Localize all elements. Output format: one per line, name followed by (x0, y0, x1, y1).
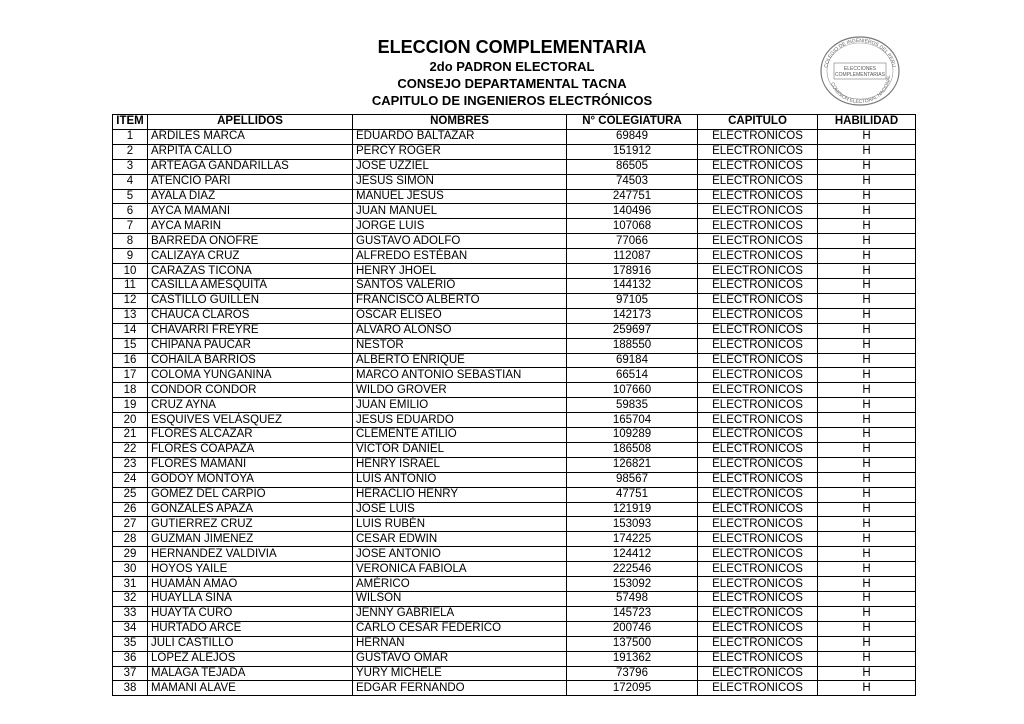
table-row (113, 592, 916, 607)
cell-apellidos: CHIPANA PAUCAR (148, 338, 353, 353)
cell-capitulo: ELECTRONICOS (698, 129, 818, 144)
cell-habilidad: H (818, 323, 916, 338)
cell-nombres: EDUARDO BALTAZAR (353, 129, 567, 144)
cell-item: 10 (113, 264, 148, 279)
cell-habilidad: H (818, 308, 916, 323)
cell-apellidos: HUAMÁN AMAO (148, 577, 353, 592)
cell-apellidos: CARAZAS TICONA (148, 264, 353, 279)
cell-colegiatura: 178916 (567, 264, 698, 279)
cell-capitulo: ELECTRONICOS (698, 502, 818, 517)
cell-habilidad: H (818, 487, 916, 502)
cell-habilidad: H (818, 621, 916, 636)
cell-item: 11 (113, 278, 148, 293)
cell-nombres: CARLO CESAR FEDERICO (353, 621, 567, 636)
cell-habilidad: H (818, 353, 916, 368)
table-row (113, 144, 916, 159)
cell-apellidos: ARDILES MARCA (148, 129, 353, 144)
cell-habilidad: H (818, 189, 916, 204)
cell-capitulo: ELECTRONICOS (698, 293, 818, 308)
cell-apellidos: HUAYTA CURO (148, 606, 353, 621)
cell-apellidos: HOYOS YAILE (148, 562, 353, 577)
cell-item: 20 (113, 413, 148, 428)
cell-habilidad: H (818, 234, 916, 249)
cell-capitulo: ELECTRONICOS (698, 174, 818, 189)
table-row (113, 278, 916, 293)
cell-colegiatura: 109289 (567, 428, 698, 443)
cell-item: 6 (113, 204, 148, 219)
cell-item: 13 (113, 308, 148, 323)
cell-colegiatura: 222546 (567, 562, 698, 577)
cell-capitulo: ELECTRONICOS (698, 234, 818, 249)
cell-item: 2 (113, 144, 148, 159)
cell-colegiatura: 259697 (567, 323, 698, 338)
cell-item: 30 (113, 562, 148, 577)
cell-colegiatura: 98567 (567, 472, 698, 487)
document-subtitle-padron: 2do PADRON ELECTORAL (429, 59, 595, 74)
cell-colegiatura: 145723 (567, 606, 698, 621)
cell-capitulo: ELECTRONICOS (698, 204, 818, 219)
cell-capitulo: ELECTRONICOS (698, 457, 818, 472)
cell-habilidad: H (818, 442, 916, 457)
cell-nombres: HERNAN (353, 636, 567, 651)
cell-colegiatura: 107660 (567, 383, 698, 398)
cell-item: 16 (113, 353, 148, 368)
cell-item: 35 (113, 636, 148, 651)
cell-nombres: VERONICA FABIOLA (353, 562, 567, 577)
cell-capitulo: ELECTRONICOS (698, 398, 818, 413)
cell-item: 19 (113, 398, 148, 413)
cell-capitulo: ELECTRONICOS (698, 472, 818, 487)
cell-colegiatura: 97105 (567, 293, 698, 308)
table-row (113, 532, 916, 547)
cell-apellidos: CHAUCA CLAROS (148, 308, 353, 323)
table-row (113, 472, 916, 487)
cell-capitulo: ELECTRONICOS (698, 428, 818, 443)
cell-nombres: WILDO GROVER (353, 383, 567, 398)
cell-apellidos: BARREDA ONOFRE (148, 234, 353, 249)
cell-colegiatura: 137500 (567, 636, 698, 651)
cell-nombres: JESÚS EDUARDO (353, 413, 567, 428)
cell-apellidos: CASTILLO GUILLEN (148, 293, 353, 308)
cell-habilidad: H (818, 174, 916, 189)
cell-colegiatura: 124412 (567, 547, 698, 562)
cell-colegiatura: 200746 (567, 621, 698, 636)
cell-nombres: JOSE LUIS (353, 502, 567, 517)
cell-habilidad: H (818, 219, 916, 234)
cell-colegiatura: 165704 (567, 413, 698, 428)
cell-capitulo: ELECTRONICOS (698, 621, 818, 636)
cell-nombres: FRANCISCO ALBERTO (353, 293, 567, 308)
column-header-colegiatura: N° COLEGIATURA (567, 115, 698, 130)
document-title: ELECCION COMPLEMENTARIA (377, 37, 647, 57)
column-header-capitulo: CAPÍTULO (698, 115, 818, 130)
cell-capitulo: ELECTRONICOS (698, 487, 818, 502)
table-row (113, 129, 916, 144)
cell-colegiatura: 69849 (567, 129, 698, 144)
cell-habilidad: H (818, 249, 916, 264)
cell-item: 1 (113, 129, 148, 144)
cell-item: 32 (113, 592, 148, 607)
cell-colegiatura: 47751 (567, 487, 698, 502)
cell-nombres: JENNY GABRIELA (353, 606, 567, 621)
cell-habilidad: H (818, 577, 916, 592)
svg-text:COMISION ELECTORAL NACIONAL: COMISION ELECTORAL NACIONAL (829, 74, 893, 106)
cell-apellidos: HURTADO ARCE (148, 621, 353, 636)
table-row (113, 636, 916, 651)
cell-nombres: AMÉRICO (353, 577, 567, 592)
cell-habilidad: H (818, 159, 916, 174)
table-row (113, 606, 916, 621)
cell-item: 17 (113, 368, 148, 383)
cell-apellidos: AYCA MARIN (148, 219, 353, 234)
cell-habilidad: H (818, 502, 916, 517)
cell-capitulo: ELECTRONICOS (698, 338, 818, 353)
cell-item: 33 (113, 606, 148, 621)
cell-apellidos: MAMANI ALAVE (148, 681, 353, 696)
table-row (113, 517, 916, 532)
cell-apellidos: FLORES ALCAZAR (148, 428, 353, 443)
table-row (113, 666, 916, 681)
table-row (113, 368, 916, 383)
cell-item: 18 (113, 383, 148, 398)
cell-colegiatura: 121919 (567, 502, 698, 517)
cell-apellidos: HUAYLLA SIÑA (148, 592, 353, 607)
cell-apellidos: ARTEAGA GANDARILLAS (148, 159, 353, 174)
cell-capitulo: ELECTRONICOS (698, 517, 818, 532)
cell-nombres: WILSON (353, 592, 567, 607)
table-row (113, 323, 916, 338)
cell-nombres: HERACLIO HENRY (353, 487, 567, 502)
table-row (113, 204, 916, 219)
cell-capitulo: ELECTRONICOS (698, 681, 818, 696)
cell-apellidos: CALIZAYA CRUZ (148, 249, 353, 264)
cell-capitulo: ELECTRONICOS (698, 368, 818, 383)
cell-apellidos: GODOY MONTOYA (148, 472, 353, 487)
cell-item: 12 (113, 293, 148, 308)
cell-habilidad: H (818, 368, 916, 383)
cell-item: 36 (113, 651, 148, 666)
cell-habilidad: H (818, 264, 916, 279)
cell-nombres: JUAN MANUEL (353, 204, 567, 219)
cell-habilidad: H (818, 562, 916, 577)
cell-capitulo: ELECTRONICOS (698, 547, 818, 562)
table-row (113, 353, 916, 368)
cell-nombres: JUAN EMILIO (353, 398, 567, 413)
cell-colegiatura: 69184 (567, 353, 698, 368)
cell-nombres: CLEMENTE ATILIO (353, 428, 567, 443)
cell-colegiatura: 86505 (567, 159, 698, 174)
column-header-item: ÍTEM (113, 115, 148, 130)
cell-colegiatura: 112087 (567, 249, 698, 264)
cell-capitulo: ELECTRONICOS (698, 144, 818, 159)
cell-apellidos: ARPITA CALLO (148, 144, 353, 159)
cell-item: 24 (113, 472, 148, 487)
table-row (113, 487, 916, 502)
cell-habilidad: H (818, 517, 916, 532)
cell-habilidad: H (818, 636, 916, 651)
cell-habilidad: H (818, 204, 916, 219)
seal-center-line1: ELECCIONES (843, 66, 877, 72)
cell-habilidad: H (818, 413, 916, 428)
cell-habilidad: H (818, 592, 916, 607)
cell-item: 5 (113, 189, 148, 204)
cell-habilidad: H (818, 144, 916, 159)
cell-colegiatura: 186508 (567, 442, 698, 457)
table-row (113, 264, 916, 279)
cell-capitulo: ELECTRONICOS (698, 606, 818, 621)
cell-nombres: HENRY ISRAEL (353, 457, 567, 472)
cell-apellidos: MALAGA TEJADA (148, 666, 353, 681)
table-row (113, 621, 916, 636)
cell-nombres: HENRY JHOEL (353, 264, 567, 279)
table-row (113, 577, 916, 592)
cell-nombres: GUSTAVO OMAR (353, 651, 567, 666)
table-row (113, 159, 916, 174)
cell-capitulo: ELECTRONICOS (698, 442, 818, 457)
cell-apellidos: FLORES MAMANI (148, 457, 353, 472)
cell-habilidad: H (818, 547, 916, 562)
cell-capitulo: ELECTRONICOS (698, 353, 818, 368)
table-row (113, 428, 916, 443)
cell-apellidos: GUTIERREZ CRUZ (148, 517, 353, 532)
table-row (113, 502, 916, 517)
cell-item: 22 (113, 442, 148, 457)
cell-apellidos: COHAILA BARRIOS (148, 353, 353, 368)
cell-item: 7 (113, 219, 148, 234)
cell-item: 21 (113, 428, 148, 443)
cell-colegiatura: 153092 (567, 577, 698, 592)
cell-nombres: LUIS ANTONIO (353, 472, 567, 487)
cell-colegiatura: 151912 (567, 144, 698, 159)
cell-capitulo: ELECTRONICOS (698, 219, 818, 234)
cell-habilidad: H (818, 428, 916, 443)
cell-habilidad: H (818, 666, 916, 681)
table-row (113, 174, 916, 189)
cell-capitulo: ELECTRONICOS (698, 189, 818, 204)
cell-habilidad: H (818, 681, 916, 696)
cell-nombres: YURY MICHELE (353, 666, 567, 681)
cell-nombres: EDGAR FERNANDO (353, 681, 567, 696)
cell-habilidad: H (818, 293, 916, 308)
cell-item: 34 (113, 621, 148, 636)
cell-capitulo: ELECTRONICOS (698, 577, 818, 592)
cell-item: 3 (113, 159, 148, 174)
cell-colegiatura: 66514 (567, 368, 698, 383)
cell-habilidad: H (818, 532, 916, 547)
cell-apellidos: LOPEZ ALEJOS (148, 651, 353, 666)
table-row (113, 651, 916, 666)
cell-apellidos: CASILLA AMÉSQUITA (148, 278, 353, 293)
cell-capitulo: ELECTRONICOS (698, 159, 818, 174)
table-row (113, 219, 916, 234)
cell-capitulo: ELECTRONICOS (698, 413, 818, 428)
cell-capitulo: ELECTRONICOS (698, 562, 818, 577)
cell-item: 38 (113, 681, 148, 696)
cell-nombres: VICTOR DANIEL (353, 442, 567, 457)
cell-apellidos: JULI CASTILLO (148, 636, 353, 651)
cell-colegiatura: 153093 (567, 517, 698, 532)
cell-nombres: JOSE ANTONIO (353, 547, 567, 562)
cell-colegiatura: 126821 (567, 457, 698, 472)
cell-item: 23 (113, 457, 148, 472)
cell-capitulo: ELECTRONICOS (698, 636, 818, 651)
cell-capitulo: ELECTRONICOS (698, 264, 818, 279)
cell-item: 37 (113, 666, 148, 681)
cell-colegiatura: 140496 (567, 204, 698, 219)
cell-capitulo: ELECTRONICOS (698, 383, 818, 398)
cell-item: 27 (113, 517, 148, 532)
cell-apellidos: AYALA DIAZ (148, 189, 353, 204)
cell-colegiatura: 74503 (567, 174, 698, 189)
table-row (113, 308, 916, 323)
cell-capitulo: ELECTRONICOS (698, 592, 818, 607)
cell-colegiatura: 247751 (567, 189, 698, 204)
cell-nombres: MARCO ANTONIO SEBASTIAN (353, 368, 567, 383)
cell-habilidad: H (818, 606, 916, 621)
cell-item: 4 (113, 174, 148, 189)
table-row (113, 249, 916, 264)
table-row (113, 189, 916, 204)
cell-item: 14 (113, 323, 148, 338)
cell-item: 9 (113, 249, 148, 264)
document-subtitle-consejo: CONSEJO DEPARTAMENTAL TACNA (397, 76, 627, 91)
cell-nombres: ALFREDO ESTÉBAN (353, 249, 567, 264)
cell-habilidad: H (818, 129, 916, 144)
cell-habilidad: H (818, 472, 916, 487)
column-header-habilidad: HABILIDAD (818, 115, 916, 130)
cell-nombres: PERCY ROGER (353, 144, 567, 159)
cell-colegiatura: 144132 (567, 278, 698, 293)
cell-capitulo: ELECTRONICOS (698, 323, 818, 338)
cell-apellidos: HERNANDEZ VALDIVIA (148, 547, 353, 562)
cell-apellidos: GUZMAN JIMENEZ (148, 532, 353, 547)
cell-nombres: ALVARO ALONSO (353, 323, 567, 338)
cell-habilidad: H (818, 338, 916, 353)
cell-habilidad: H (818, 398, 916, 413)
cell-habilidad: H (818, 278, 916, 293)
cell-habilidad: H (818, 651, 916, 666)
cell-habilidad: H (818, 383, 916, 398)
table-row (113, 547, 916, 562)
cell-capitulo: ELECTRONICOS (698, 278, 818, 293)
table-row (113, 338, 916, 353)
table-row (113, 442, 916, 457)
cell-apellidos: COLOMA YUNGANINA (148, 368, 353, 383)
cell-item: 29 (113, 547, 148, 562)
cell-apellidos: CHAVARRI FREYRE (148, 323, 353, 338)
padron-table (112, 114, 916, 696)
cell-capitulo: ELECTRONICOS (698, 249, 818, 264)
table-row (113, 383, 916, 398)
cell-capitulo: ELECTRONICOS (698, 666, 818, 681)
cell-colegiatura: 142173 (567, 308, 698, 323)
cell-nombres: ALBERTO ENRIQUE (353, 353, 567, 368)
cell-item: 8 (113, 234, 148, 249)
column-header-nombres: NOMBRES (353, 115, 567, 130)
cell-item: 28 (113, 532, 148, 547)
cell-apellidos: GONZALES APAZA (148, 502, 353, 517)
column-header-apellidos: APELLIDOS (148, 115, 353, 130)
cell-colegiatura: 188550 (567, 338, 698, 353)
table-row (113, 293, 916, 308)
cell-nombres: MANUEL JESUS (353, 189, 567, 204)
cell-item: 31 (113, 577, 148, 592)
table-row (113, 413, 916, 428)
cell-apellidos: CONDOR CONDOR (148, 383, 353, 398)
table-row (113, 562, 916, 577)
cell-capitulo: ELECTRONICOS (698, 532, 818, 547)
cell-colegiatura: 191362 (567, 651, 698, 666)
cell-nombres: GUSTAVO ADOLFO (353, 234, 567, 249)
electoral-seal (818, 34, 902, 106)
cell-apellidos: ATENCIO PARI (148, 174, 353, 189)
table-row (113, 457, 916, 472)
cell-colegiatura: 174225 (567, 532, 698, 547)
cell-habilidad: H (818, 457, 916, 472)
cell-colegiatura: 73796 (567, 666, 698, 681)
table-row (113, 398, 916, 413)
table-header-row (113, 115, 916, 130)
cell-colegiatura: 107068 (567, 219, 698, 234)
cell-colegiatura: 172095 (567, 681, 698, 696)
cell-apellidos: ESQUIVES VELÁSQUEZ (148, 413, 353, 428)
cell-nombres: SANTOS VALERIO (353, 278, 567, 293)
cell-item: 26 (113, 502, 148, 517)
seal-center-line2: COMPLEMENTARIAS (835, 72, 885, 78)
cell-capitulo: ELECTRONICOS (698, 308, 818, 323)
table-row (113, 234, 916, 249)
cell-nombres: CESAR EDWIN (353, 532, 567, 547)
document-subtitle-capitulo: CAPITULO DE INGENIEROS ELECTRÓNICOS (371, 93, 653, 108)
cell-colegiatura: 57498 (567, 592, 698, 607)
cell-apellidos: GOMEZ DEL CARPIO (148, 487, 353, 502)
cell-nombres: JESUS SIMON (353, 174, 567, 189)
cell-apellidos: FLORES COAPAZA (148, 442, 353, 457)
cell-colegiatura: 59835 (567, 398, 698, 413)
cell-apellidos: CRUZ AYNA (148, 398, 353, 413)
cell-capitulo: ELECTRONICOS (698, 651, 818, 666)
cell-nombres: JOSE UZZIEL (353, 159, 567, 174)
cell-nombres: JORGE LUIS (353, 219, 567, 234)
cell-item: 15 (113, 338, 148, 353)
cell-colegiatura: 77066 (567, 234, 698, 249)
table-row (113, 681, 916, 696)
cell-nombres: LUIS RUBÉN (353, 517, 567, 532)
cell-nombres: OSCAR ELISEO (353, 308, 567, 323)
cell-apellidos: AYCA MAMANI (148, 204, 353, 219)
cell-nombres: NESTOR (353, 338, 567, 353)
cell-item: 25 (113, 487, 148, 502)
seal-ring-text: COLEGIO DE INGENIEROS DEL PERU (823, 37, 897, 69)
